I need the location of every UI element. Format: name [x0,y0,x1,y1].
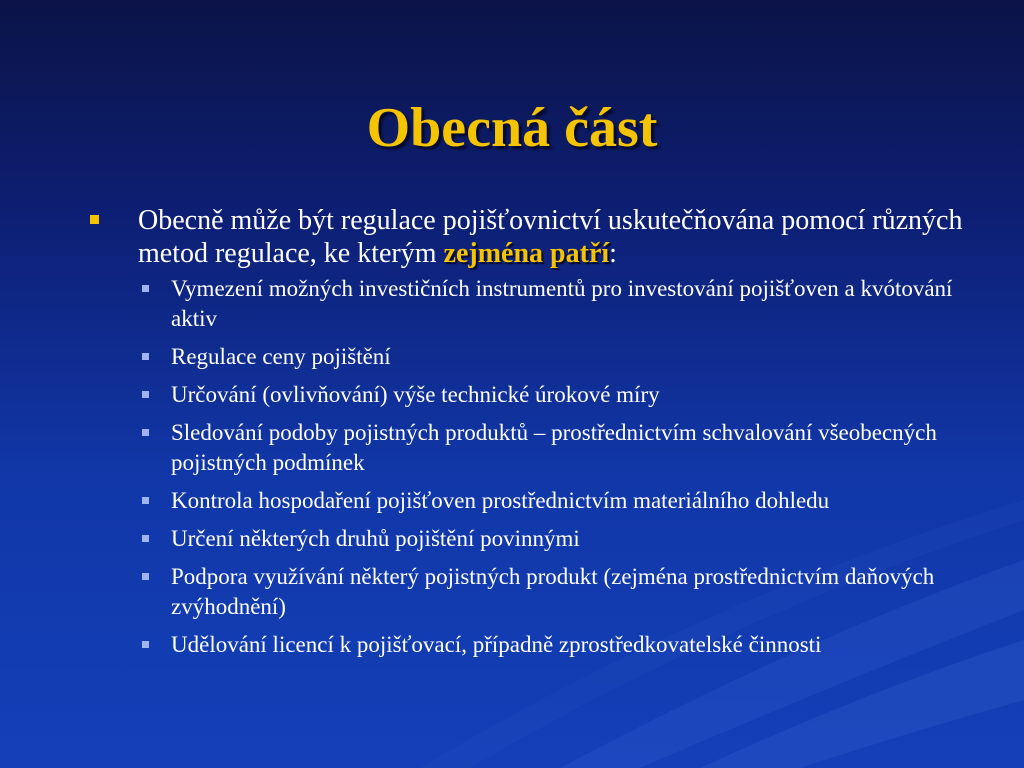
list-item [88,562,988,622]
list-item [88,380,988,410]
square-bullet-icon [142,353,149,360]
square-bullet-icon [142,573,149,580]
list-item [88,486,988,516]
main-point-colon: : [609,238,617,269]
square-bullet-icon [142,535,149,542]
list-item-text: Podpora využívání některý pojistných produkt (zejména prostřednictvím daňových zvýhodnění) [171,564,935,619]
list-item-text: Vymezení možných investičních instrumentů pro investování pojišťoven a kvótování aktiv [171,276,953,331]
square-bullet-icon [142,641,149,648]
list-item-text: Určení některých druhů pojištění povinnými [171,526,580,551]
list-item-text: Kontrola hospodaření pojišťoven prostřednictvím materiálního dohledu [171,488,830,513]
list-item-text: Regulace ceny pojištění [171,344,391,369]
list-item-text: Udělování licencí k pojišťovací, případně zprostředkovatelské činnosti [171,632,822,657]
slide-content [88,204,988,668]
square-bullet-icon [142,285,149,292]
list-item-text: Sledování podoby pojistných produktů – prostřednictvím schvalování všeobecných pojistných podmínek [171,420,937,475]
slide-title: Obecná část [366,97,658,159]
main-point-highlight: zejména patří [443,238,610,269]
list-item [88,630,988,660]
list-item [88,342,988,372]
square-bullet-icon [142,497,149,504]
list-item [88,418,988,478]
list-item [88,274,988,334]
main-point-text: Obecně může být regulace pojišťovnictví uskutečňována pomocí různých metod regulace, ke kterým [138,205,963,269]
sub-bullet-list [88,274,988,660]
list-item [88,524,988,554]
square-bullet-icon [142,429,149,436]
square-bullet-icon [142,391,149,398]
list-item-text: Určování (ovlivňování) výše technické úrokové míry [171,382,660,407]
square-bullet-icon [90,215,99,224]
main-bullet-point [88,204,988,270]
